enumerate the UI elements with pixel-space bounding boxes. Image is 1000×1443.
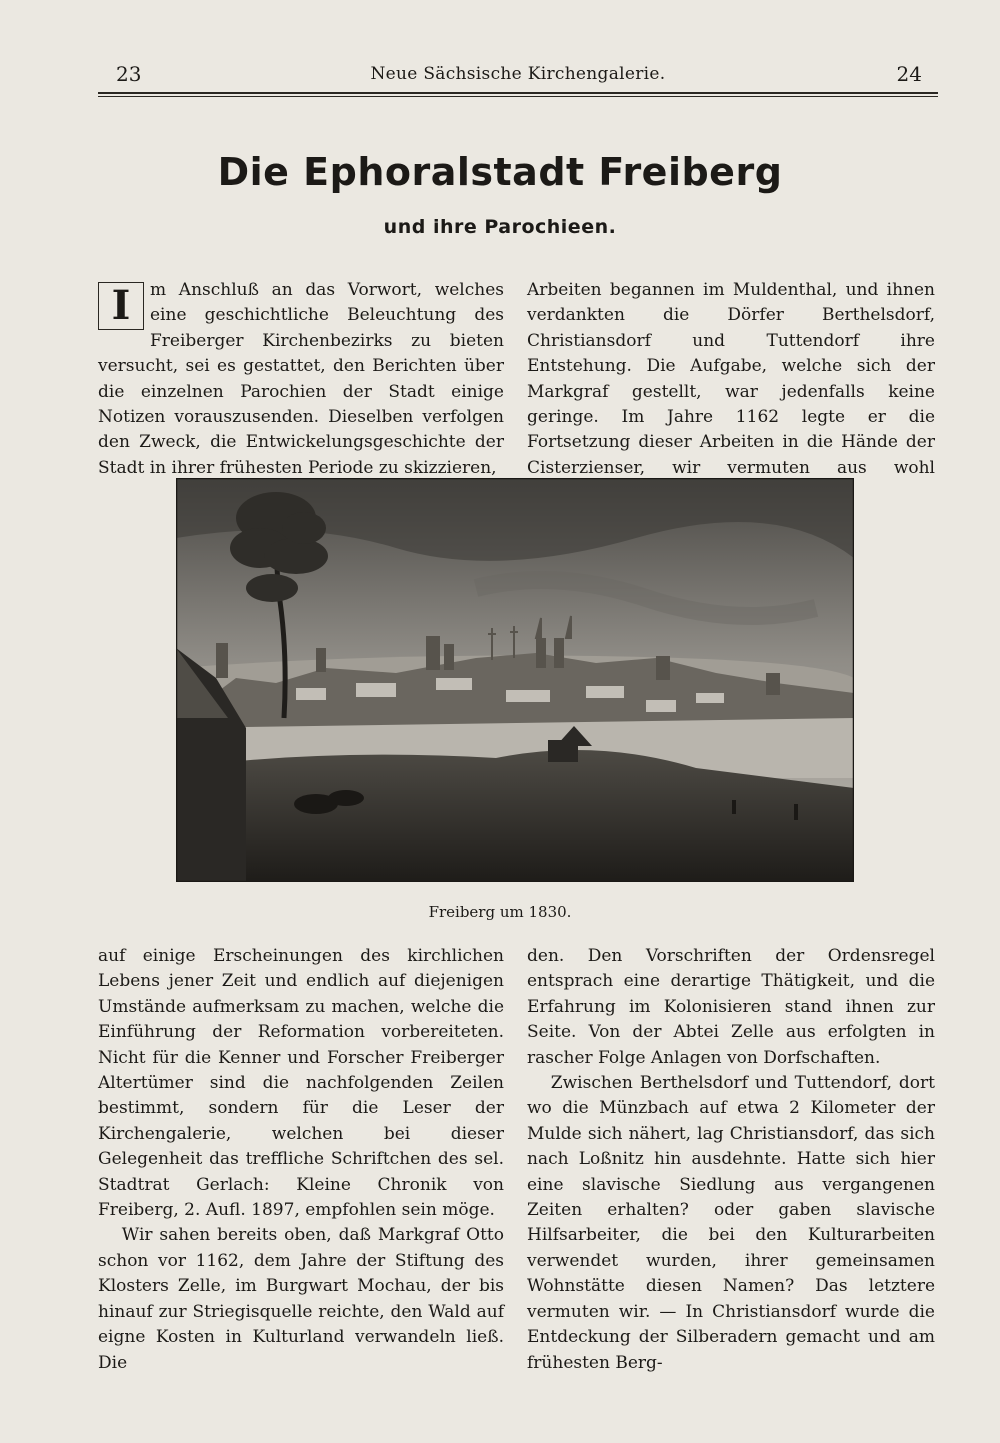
paragraph-bottom-left-2: Wir sahen bereits oben, daß Markgraf Otto schon vor 1162, dem Jahre der Stiftung des Klosters Zelle, im Burgwart Mochau, der bis hinauf zur Striegisquelle reichte, den Wald auf eigne Kosten in Kulturland verwandeln ließ. Die [98, 1225, 504, 1373]
column-top-left [98, 278, 504, 481]
page-number-right: 24 [896, 62, 922, 86]
header-rule [98, 92, 938, 94]
paragraph-bottom-right-1: den. Den Vorschriften der Ordensregel entsprach eine derartige Thätigkeit, und die Erfahrung im Kolonisieren stand ihnen zur Seite. Von der Abtei Zelle aus erfolgten in rascher Folge Anlagen von Dorfschaften. [527, 946, 935, 1068]
article-title: Die Ephoralstadt Freiberg [217, 150, 783, 194]
column-bottom-left [98, 944, 504, 1376]
drop-cap: I [98, 282, 144, 330]
paragraph-intro: m Anschluß an das Vorwort, welches eine geschichtliche Beleuchtung des Freiberger Kirchenbezirks zu bieten versucht, sei es gestattet, den Berichten über die einzelnen Parochien der Stadt einige Notizen vorauszusenden. Dieselben verfolgen den Zweck, die Entwickelungsgeschichte der Stadt in ihrer frühesten Periode zu skizzieren, [98, 280, 504, 478]
engraving-image [176, 478, 854, 882]
paragraph-top-right: Arbeiten begannen im Muldenthal, und ihnen verdankten die Dörfer Berthelsdorf, Christiansdorf und Tuttendorf ihre Entstehung. Die Aufgabe, welche sich der Markgraf gestellt, war jedenfalls keine geringe. Im Jahre 1162 legte er die Fortsetzung dieser Arbeiten in die Hände der Cisterzienser, wir vermuten aus wohl [527, 280, 935, 478]
page-number-left: 23 [116, 62, 142, 86]
column-top-right [527, 278, 935, 507]
running-title: Neue Sächsische Kirchengalerie. [370, 64, 666, 84]
paragraph-bottom-left-1: auf einige Erscheinungen des kirchlichen Lebens jener Zeit und endlich auf diejenigen Umstände aufmerksam zu machen, welche die Einführung der Reformation vorbereiteten. Nicht für die Kenner und Forscher Freiberger Altertümer sind die nachfolgenden Zeilen bestimmt, sondern für die Leser der Kirchengalerie, welchen bei dieser Gelegenheit das treffliche Schriftchen des sel. Stadtrat Gerlach: Kleine Chronik von Freiberg, 2. Aufl. 1897, empfohlen sein möge. [98, 946, 504, 1221]
page-header [98, 60, 938, 90]
column-bottom-right [527, 944, 935, 1376]
paragraph-bottom-right-2: Zwischen Berthelsdorf und Tuttendorf, dort wo die Münzbach auf etwa 2 Kilometer der Mulde sich nähert, lag Christiansdorf, das sich nach Loßnitz hin ausdehnte. Hatte sich hier eine slavische Siedlung aus vergangenen Zeiten erhalten? oder gaben slavische Hilfsarbeiter, die bei den Kulturarbeiten verwendet wurden, ihrer gemeinsamen Wohnstätte diesen Namen? Das letztere vermuten wir. — In Christiansdorf wurde die Entdeckung der Silberadern gemacht und am frühesten Berg- [527, 1073, 935, 1373]
header-rule-thin [98, 96, 938, 97]
article-subtitle: und ihre Parochieen. [383, 216, 617, 238]
engraving-freiberg [176, 478, 854, 882]
figure-caption: Freiberg um 1830. [428, 903, 572, 921]
